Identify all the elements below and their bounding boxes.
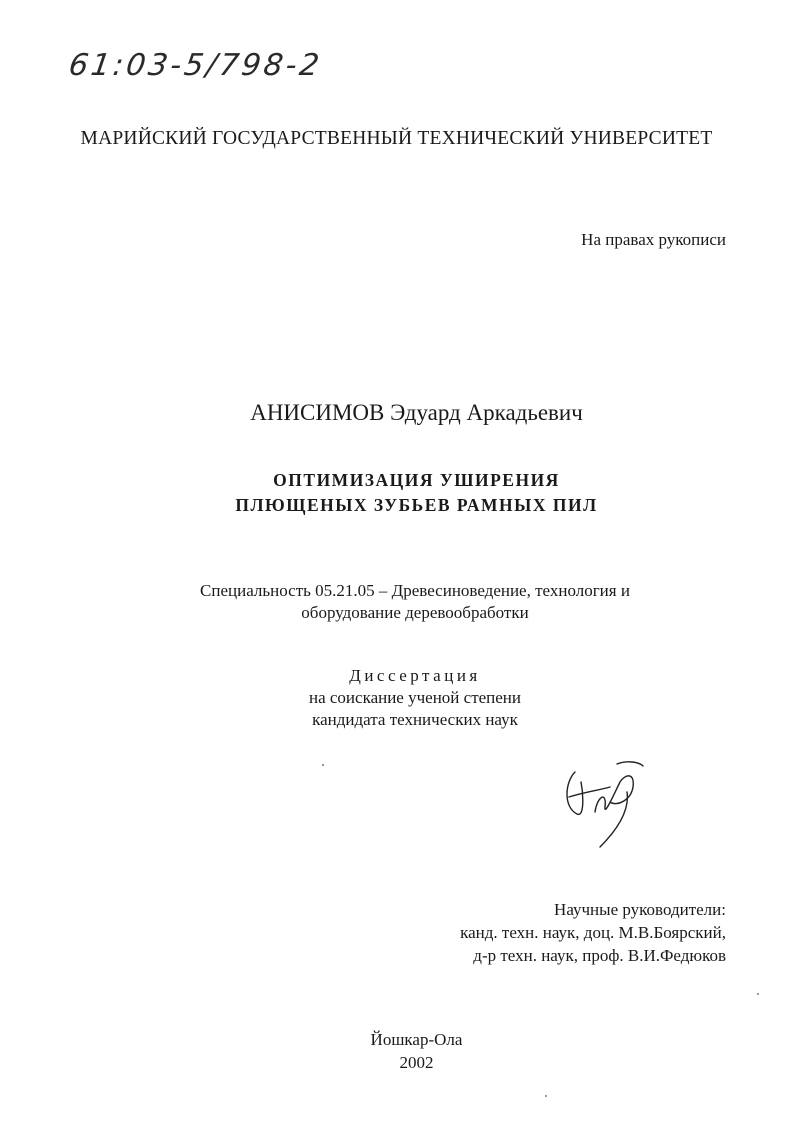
title-line-1: ОПТИМИЗАЦИЯ УШИРЕНИЯ (273, 470, 560, 490)
scan-speck (322, 764, 324, 766)
specialty-line-2: оборудование деревообработки (301, 603, 529, 622)
dissertation-degree (170, 665, 660, 731)
title-line-2: ПЛЮЩЕНЫХ ЗУБЬЕВ РАМНЫХ ПИЛ (235, 495, 598, 515)
year: 2002 (399, 1053, 434, 1072)
city-year (0, 1028, 793, 1074)
scan-speck (545, 1095, 547, 1097)
advisors-heading: Научные руководители: (554, 900, 726, 919)
scientific-advisors (400, 898, 726, 967)
specialty-line-1: Специальность 05.21.05 – Древесиноведение, технология и (200, 581, 630, 600)
dissertation-heading: Диссертация (349, 666, 481, 685)
degree-line-1: на соискание ученой степени (308, 688, 522, 707)
author-name: АНИСИМОВ Эдуард Аркадьевич (250, 400, 583, 425)
archive-number-handwritten: 61:03-5/798-2 (66, 48, 325, 83)
specialty (150, 580, 680, 624)
signature (555, 752, 655, 852)
advisor-2: д-р техн. наук, проф. В.И.Федюков (473, 946, 726, 965)
degree-line-2: кандидата технических наук (312, 710, 518, 729)
scan-speck (757, 993, 759, 995)
dissertation-title (0, 468, 793, 518)
advisor-1: канд. техн. наук, доц. М.В.Боярский, (460, 923, 726, 942)
city: Йошкар-Ола (370, 1030, 463, 1049)
university-name: МАРИЙСКИЙ ГОСУДАРСТВЕННЫЙ ТЕХНИЧЕСКИЙ УНИВЕРСИТЕТ (80, 128, 713, 149)
rights-note: На правах рукописи (581, 230, 726, 249)
